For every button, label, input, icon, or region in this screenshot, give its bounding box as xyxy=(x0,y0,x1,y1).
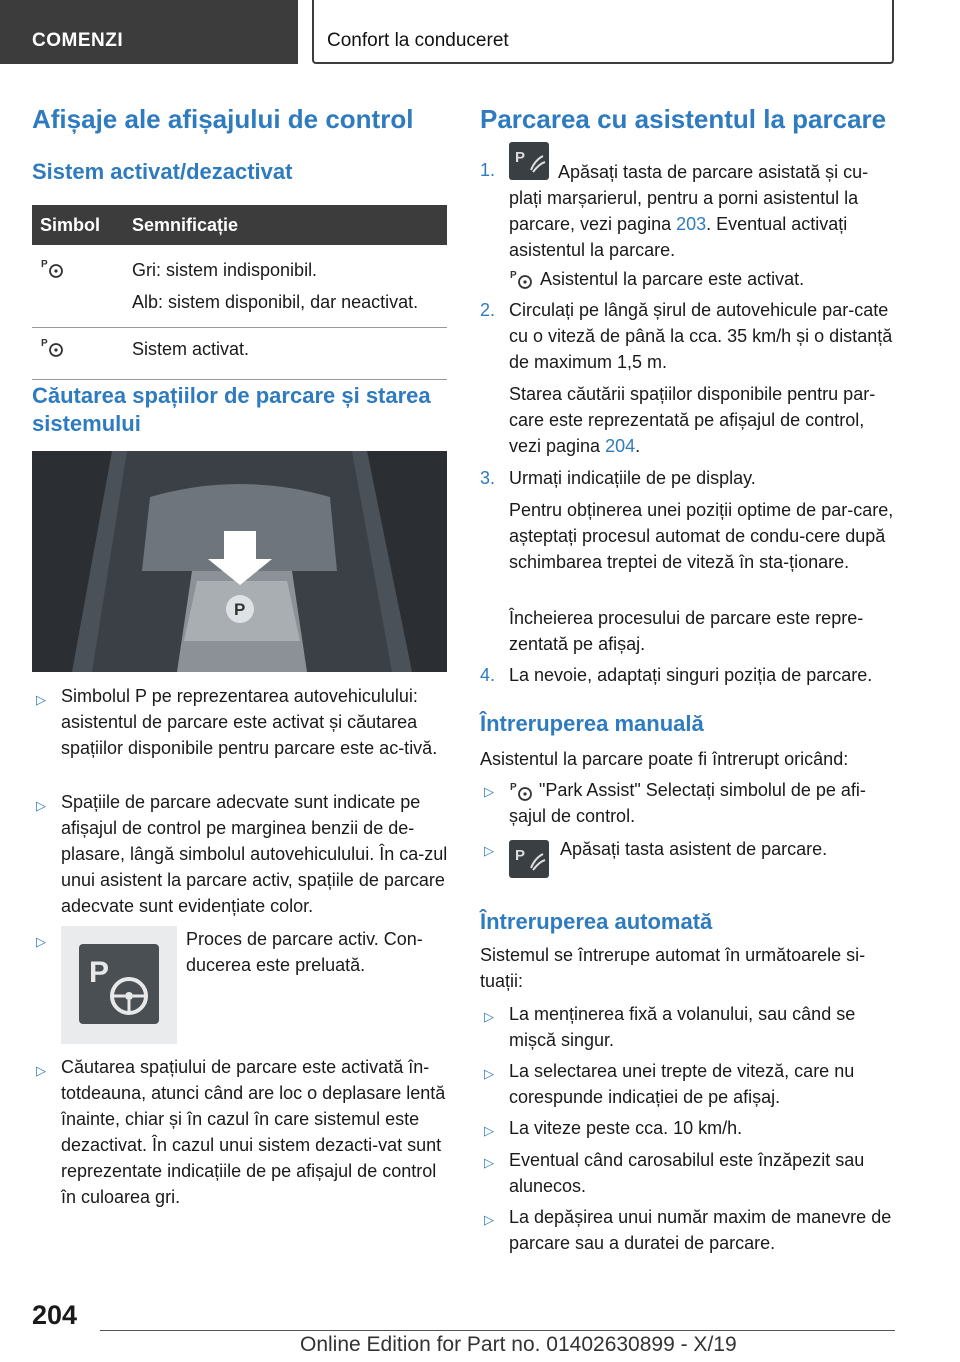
step-number: 3. xyxy=(480,468,496,488)
list-item: La viteze peste cca. 10 km/h. xyxy=(509,1118,743,1138)
parking-display-image xyxy=(32,451,447,672)
list-item: Spațiile de parcare adecvate sunt indicate pe afișajul de control pe marginea benzii de de-plasare, lângă simbolul autovehiculului. În ca-zul unui asistent la parcare activ, spațiile de parcare adecvate sunt evidențiate color. xyxy=(61,792,448,916)
bullet-icon: ▷ xyxy=(484,1123,494,1138)
park-assist-button-icon xyxy=(509,142,549,180)
svg-text:P: P xyxy=(515,847,526,864)
left-title: Afișaje ale afișajului de control xyxy=(32,104,414,134)
bullet-icon: ▷ xyxy=(484,1009,494,1024)
bullet-icon: ▷ xyxy=(36,798,46,813)
list-item: Apăsați tasta asistent de parcare. xyxy=(560,839,828,859)
table-cell-line: Gri: sistem indisponibil. xyxy=(132,260,318,280)
list-item: La depășirea unui număr maxim de manevre de parcare sau a duratei de parcare. xyxy=(509,1207,892,1253)
list-item: La selectarea unei trepte de viteză, care nu corespunde indicației de pe afișaj. xyxy=(509,1061,855,1107)
svg-text:P: P xyxy=(510,270,517,281)
step-text: Apăsați tasta de parcare asistată și cu- xyxy=(558,162,869,182)
step-number: 4. xyxy=(480,665,496,685)
page-link[interactable]: 204 xyxy=(605,436,636,456)
bullet-icon: ▷ xyxy=(484,843,494,858)
list-item: "Park Assist" Selectați simbolul de pe afi-șajul de control. xyxy=(509,780,866,826)
step-number: 1. xyxy=(480,160,496,180)
list-item: Proces de parcare activ. Con-ducerea este preluată. xyxy=(186,929,423,975)
svg-text:P: P xyxy=(510,782,517,793)
auto-title: Întreruperea automată xyxy=(480,909,713,934)
svg-text:P: P xyxy=(41,259,48,270)
step-number: 2. xyxy=(480,300,496,320)
step-text: Circulați pe lângă șirul de autovehicule par-cate cu o viteză de până la cca. 35 km/h și o distanță de maximum 1,5 m. xyxy=(509,300,893,372)
step-note: Asistentul la parcare este activat. xyxy=(540,269,805,289)
table-cell-line: Sistem activat. xyxy=(124,328,447,380)
chapter-label: Confort la conduceret xyxy=(327,30,509,51)
park-assist-icon xyxy=(40,257,66,279)
section-tab xyxy=(0,0,298,64)
parking-active-icon xyxy=(61,926,177,1044)
step-text: Urmați indicațiile de pe display. xyxy=(509,468,756,488)
bullet-icon: ▷ xyxy=(484,1212,494,1227)
park-assist-active-icon xyxy=(40,336,66,358)
manual-title: Întreruperea manuală xyxy=(480,711,704,736)
bullet-icon: ▷ xyxy=(484,1155,494,1170)
bullet-icon: ▷ xyxy=(484,784,494,799)
svg-text:P: P xyxy=(41,338,48,349)
symbol-table xyxy=(32,205,447,380)
table-header-symbol: Simbol xyxy=(32,205,124,245)
step-note: Starea căutării spațiilor disponibile pentru par-care este reprezentată pe afișajul de control, vezi pagina 204. xyxy=(509,384,876,456)
page-link[interactable]: 203 xyxy=(676,214,707,234)
left-subtitle: Sistem activat/dezactivat xyxy=(32,159,293,184)
step-note: Pentru obținerea unei poziții optime de par-care, așteptați procesul automat de condu-cere după schimbarea treptei de viteză în sta-ționare. xyxy=(509,500,894,572)
svg-text:P: P xyxy=(89,956,110,989)
bullet-icon: ▷ xyxy=(36,692,46,707)
park-assist-button-icon xyxy=(509,840,549,878)
list-item: Căutarea spațiului de parcare este activată în-totdeauna, atunci când are loc o deplasare lentă înainte, chiar și în cazul în care sistemul este dezactivat. În cazul unui sistem dezacti-vat sunt reprezentate indicațiile de pe afișajul de control în culoarea gri. xyxy=(61,1057,446,1207)
svg-text:P: P xyxy=(515,149,526,166)
manual-intro: Asistentul la parcare poate fi întrerupt oricând: xyxy=(480,749,849,769)
bullet-icon: ▷ xyxy=(36,934,46,949)
list-item: Eventual când carosabilul este înzăpezit sau alunecos. xyxy=(509,1150,865,1196)
vehicle-p-marker: P xyxy=(234,600,246,619)
table-row xyxy=(32,245,447,328)
page-number: 204 xyxy=(32,1300,78,1330)
right-title: Parcarea cu asistentul la parcare xyxy=(480,104,887,134)
list-item: Simbolul P pe reprezentarea autovehiculului: asistentul de parcare este activat și căutarea spațiilor disponibile pentru parcare este ac-tivă. xyxy=(61,686,438,758)
step-text: plați marșarierul, pentru a porni asistentul la parcare, vezi pagina 203. Eventual activați asistentul la parcare. xyxy=(509,188,859,260)
list-item: La menținerea fixă a volanului, sau când se mișcă singur. xyxy=(509,1004,856,1050)
table-row xyxy=(32,328,447,380)
section-label: COMENZI xyxy=(32,30,124,51)
park-assist-active-icon xyxy=(509,268,535,290)
step-note: Încheierea procesului de parcare este repre-zentată pe afișaj. xyxy=(509,608,864,654)
bullet-icon: ▷ xyxy=(484,1066,494,1081)
step-text: La nevoie, adaptați singuri poziția de parcare. xyxy=(509,665,873,685)
chapter-tab xyxy=(312,0,894,64)
auto-intro: Sistemul se întrerupe automat în următoarele si-tuații: xyxy=(480,945,866,991)
footer-divider xyxy=(100,1330,895,1331)
footer-edition: Online Edition for Part no. 01402630899 - X/19 xyxy=(300,1333,737,1356)
table-cell-line: Alb: sistem disponibil, dar neactivat. xyxy=(132,292,419,312)
section2-title: Căutarea spațiilor de parcare și starea sistemului xyxy=(32,383,431,436)
table-header-meaning: Semnificație xyxy=(124,205,447,245)
bullet-icon: ▷ xyxy=(36,1063,46,1078)
